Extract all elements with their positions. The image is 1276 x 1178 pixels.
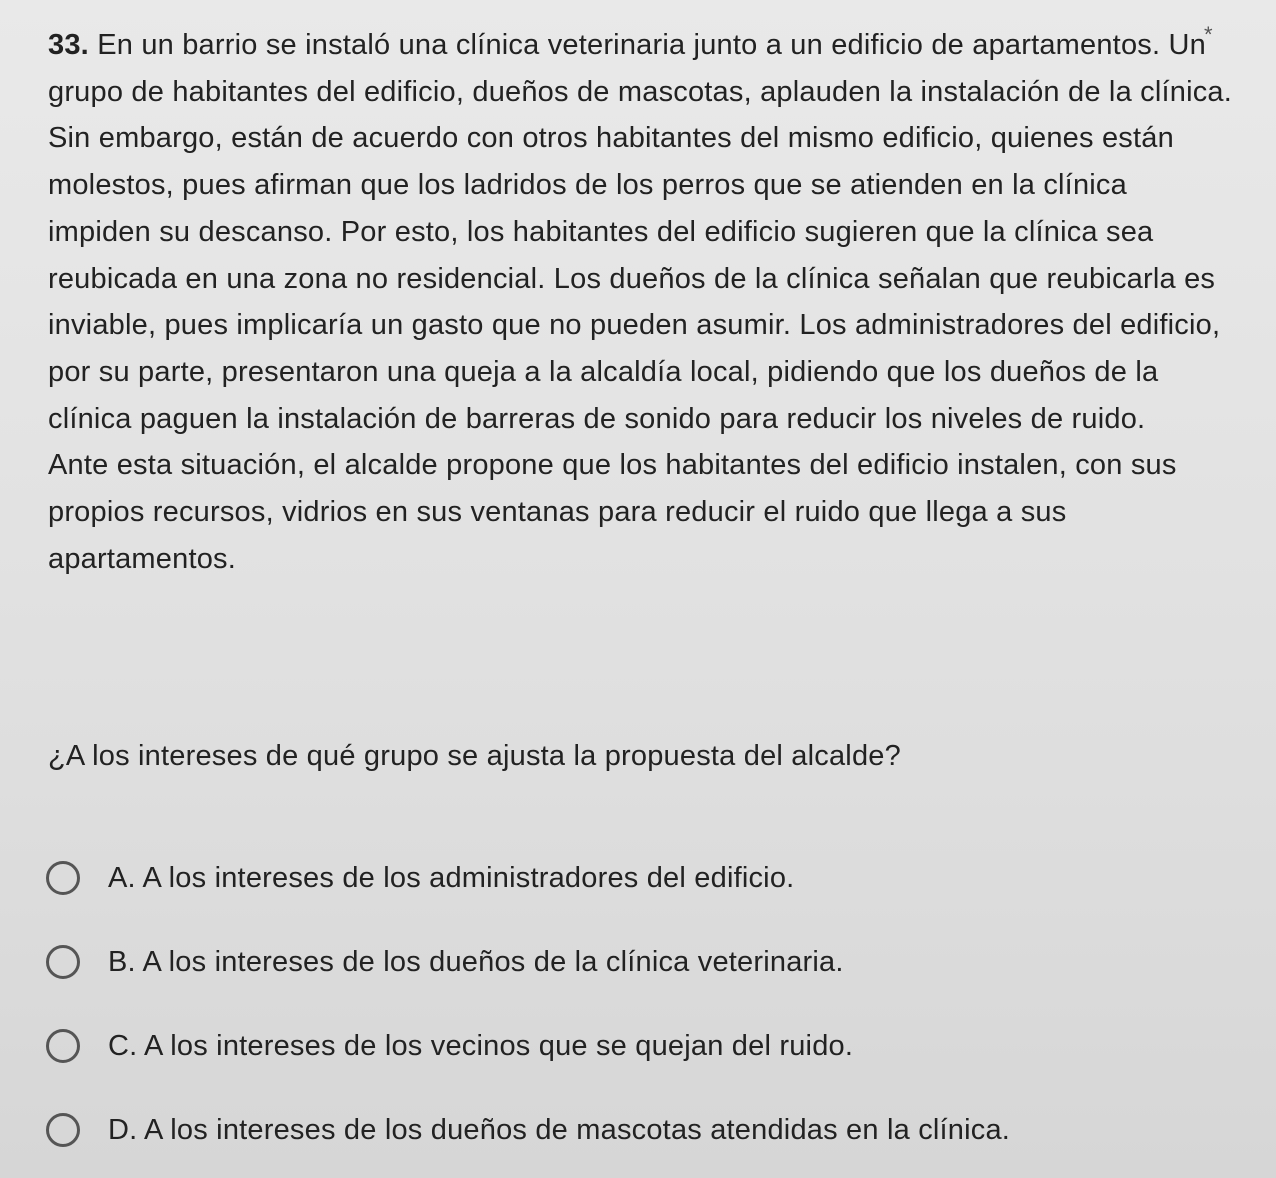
option-a-label: A. A los intereses de los administradores del edificio. (108, 861, 795, 894)
option-c-label: C. A los intereses de los vecinos que se quejan del ruido. (108, 1029, 854, 1062)
option-b-label: B. A los intereses de los dueños de la clínica veterinaria. (108, 945, 844, 978)
question-body (48, 22, 1238, 582)
question-number: 33. (48, 29, 89, 61)
option-a[interactable] (46, 836, 1226, 920)
option-d[interactable] (46, 1088, 1226, 1172)
option-c[interactable] (46, 1004, 1226, 1088)
question-paragraph-1 (48, 22, 1238, 442)
radio-button-d[interactable] (46, 1113, 80, 1147)
radio-button-a[interactable] (46, 861, 80, 895)
question-paragraph-2: Ante esta situación, el alcalde propone que los habitantes del edificio instalen, con sus propios recursos, vidrios en sus ventanas para reducir el ruido que llega a sus apartamentos. (48, 449, 1177, 575)
question-prompt: ¿A los intereses de qué grupo se ajusta la propuesta del alcalde? (48, 740, 901, 772)
option-b[interactable] (46, 920, 1226, 1004)
radio-button-c[interactable] (46, 1029, 80, 1063)
radio-button-b[interactable] (46, 945, 80, 979)
option-d-label: D. A los intereses de los dueños de mascotas atendidas en la clínica. (108, 1113, 1011, 1146)
question-paragraph-1-text: En un barrio se instaló una clínica veterinaria junto a un edificio de apartamentos. Un grupo de habitantes del edificio, dueños de mascotas, aplauden la instalación de la clínica. Sin embargo, están de acuerdo con otros habitantes del mismo edificio, quienes están molestos, pues afirman que los ladridos de los perros que se atienden en la clínica impiden su descanso. Por esto, los habitantes del edificio sugieren que la clínica sea reubicada en una zona no residencial. Los dueños de la clínica señalan que reubicarla es inviable, pues implicaría un gasto que no pueden asumir. Los administradores del edificio, por su parte, presentaron una queja a la alcaldía local, pidiendo que los dueños de la clínica paguen la instalación de barreras de sonido para reducir los niveles de ruido. (48, 29, 1233, 435)
answer-options (46, 836, 1226, 1172)
required-indicator: * (1204, 22, 1213, 47)
